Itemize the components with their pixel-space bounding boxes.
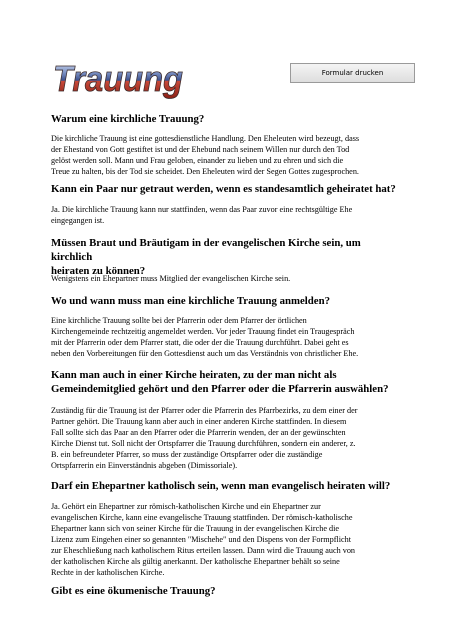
section-heading: Müssen Braut und Bräutigam in der evangelischen Kirche sein, um kirchlich heiraten zu können?	[51, 237, 361, 277]
section-text: Eine kirchliche Trauung sollte bei der Pfarrerin oder dem Pfarrer der örtlichen Kirchengemeinde rechtzeitig angemeldet werden. Vor jeder Trauung findet ein Traugespräch mit der Pfarrerin oder dem Pfarrer statt, die oder der die Trauung durchführt. Dabei geht es neben den Vorbereitungen für den Gottesdienst auch um das Verständnis von christlicher Ehe.	[51, 316, 359, 358]
print-form-button[interactable]: Formular drucken	[290, 63, 415, 83]
section-text: Wenigstens ein Ehepartner muss Mitglied der evangelischen Kirche sein.	[51, 274, 291, 283]
section-heading: Gibt es eine ökumenische Trauung?	[51, 585, 216, 597]
section-heading: Darf ein Ehepartner katholisch sein, wenn man evangelisch heiraten will?	[51, 480, 391, 492]
section-text: Ja. Gehört ein Ehepartner zur römisch-katholischen Kirche und ein Ehepartner zur evangelischen Kirche, kann eine evangelische Trauung stattfinden. Der römisch-katholische Ehepartner kann sich von seiner Kirche für die Trauung in der evangelischen Kirche die Lizenz zum Eingehen einer so genannten "Mischehe" und den Dispens von der Formpflicht zur Eheschließung nach katholischem Ritus erteilen lassen. Dann wird die Trauung auch von der katholischen Kirche als gültig anerkannt. Der katholische Ehepartner behält so seine Rechte in der katholischen Kirche.	[51, 502, 356, 577]
section-text: Zuständig für die Trauung ist der Pfarrer oder die Pfarrerin des Pfarrbezirks, zu dem einer der Partner gehört. Die Trauung kann aber auch in einer anderen Kirche stattfinden. In diesem Fall sollte sich das Paar an den Pfarrer oder die Pfarrerin wenden, der an der gewünschten Kirche Dienst tut. Soll nicht der Ortspfarrer die Trauung durchführen, sondern ein anderer, z. B. ein befreundeter Pfarrer, so muss der zuständige Ortspfarrer oder die zuständige Ortspfarrerin ein Einverständnis abgeben (Dimissoriale).	[51, 406, 358, 470]
section-heading: Kann man auch in einer Kirche heiraten, zu der man nicht als Gemeindemitglied gehört und den Pfarrer oder die Pfarrerin auswählen?	[51, 369, 389, 395]
logo-text: Trauung	[53, 58, 183, 99]
logo-graphic	[51, 55, 186, 99]
section-heading: Wo und wann muss man eine kirchliche Trauung anmelden?	[51, 295, 330, 307]
section-heading: Kann ein Paar nur getraut werden, wenn es standesamtlich geheiratet hat?	[51, 183, 396, 195]
section-text: Die kirchliche Trauung ist eine gottesdienstliche Handlung. Den Eheleuten wird bezeugt, dass der Ehestand von Gott gestiftet ist und der Ehebund nach seinem Willen nur durch den Tod gelöst werden soll. Mann und Frau geloben, einander zu lieben und zu ehren und sich die Treue zu halten, bis der Tod sie scheidet. Den Eheleuten wird der Segen Gottes zugesprochen.	[51, 134, 360, 176]
section-text: Ja. Die kirchliche Trauung kann nur stattfinden, wenn das Paar zuvor eine rechtsgültige Ehe eingegangen ist.	[51, 205, 353, 225]
trauung-logo	[51, 55, 186, 99]
section-heading: Warum eine kirchliche Trauung?	[51, 113, 205, 125]
